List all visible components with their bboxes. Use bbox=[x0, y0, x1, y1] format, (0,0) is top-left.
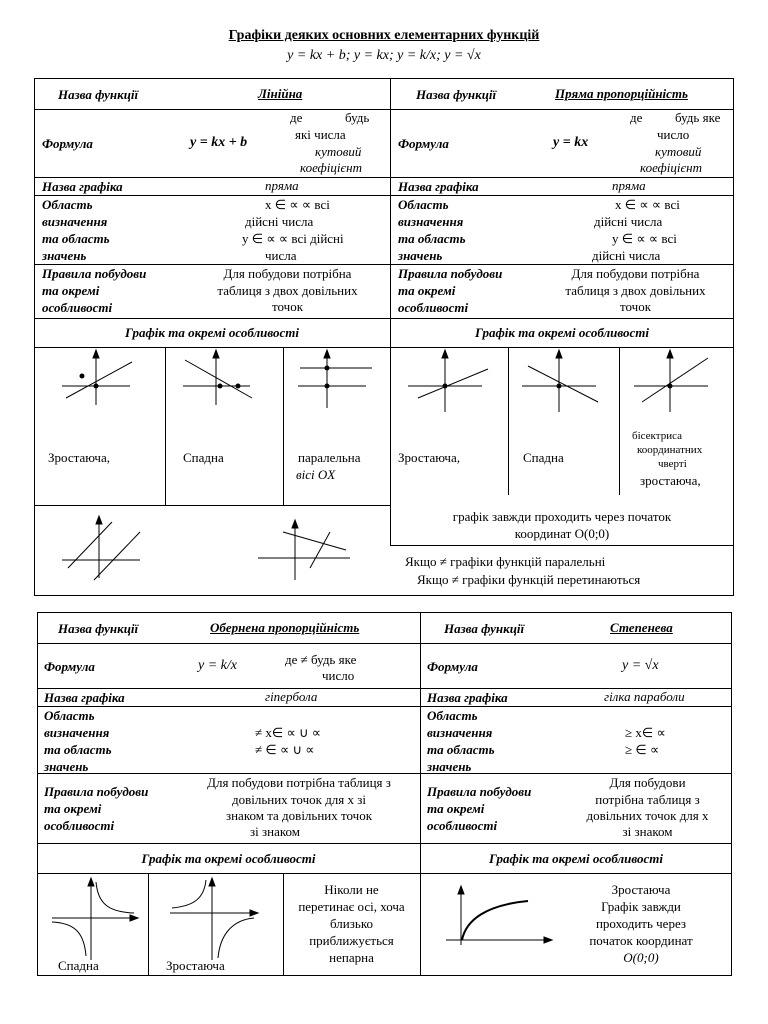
linear-rules-val-2: таблиця з двох довільних bbox=[217, 283, 358, 298]
direct-graphname-label: Назва графіка bbox=[398, 179, 479, 194]
inverse-note-2: число bbox=[322, 668, 355, 683]
direct-rules-1: Правила побудови bbox=[398, 266, 503, 281]
inverse-domain-val-1: ≠ x∈ ∝ ∪ ∝ bbox=[255, 725, 322, 740]
direct-rules-val-3: точок bbox=[619, 299, 652, 314]
linear-note-2: будь bbox=[345, 110, 370, 125]
inverse-case-decreasing: Спадна bbox=[58, 958, 99, 973]
direct-rules-val-2: таблиця з двох довільних bbox=[565, 283, 706, 298]
linear-case-decreasing: Спадна bbox=[183, 450, 224, 465]
power-rules-val-4: зі знаком bbox=[622, 824, 673, 839]
formula-list: y = kx + b; y = kx; y = k/x; y = √x bbox=[287, 48, 481, 63]
direct-domain-val-3: y ∈ ∝ ∝ всі bbox=[612, 231, 677, 246]
inverse-rules-val-4: зі знаком bbox=[250, 824, 300, 839]
inverse-case-increasing: Зростаюча bbox=[166, 958, 225, 973]
direct-name-label: Назва функції bbox=[416, 87, 497, 102]
power-note-1: Зростаюча bbox=[611, 882, 671, 897]
direct-rules-val-1: Для побудови потрібна bbox=[571, 266, 700, 281]
direct-note-1: де bbox=[630, 110, 643, 125]
power-rules-1: Правила побудови bbox=[427, 784, 532, 799]
linear-note-4: кутовий bbox=[315, 144, 362, 159]
direct-origin-2: координат O(0;0) bbox=[514, 526, 610, 541]
direct-domain-1: Область bbox=[398, 197, 449, 212]
direct-bisector-growth: зростаюча, bbox=[640, 473, 701, 488]
power-domain-3: та область bbox=[427, 742, 495, 757]
power-graphname-label: Назва графіка bbox=[427, 690, 508, 705]
inverse-name-label: Назва функції bbox=[58, 621, 139, 636]
direct-bisector-2: координатних bbox=[637, 444, 703, 456]
linear-rules-val-1: Для побудови потрібна bbox=[223, 266, 352, 281]
direct-bisector-1: бісектриса bbox=[632, 430, 682, 442]
power-domain-2: визначення bbox=[427, 725, 493, 740]
inverse-name-value: Обернена пропорційність bbox=[210, 620, 360, 635]
inverse-rules-1: Правила побудови bbox=[44, 784, 149, 799]
inverse-formula: y = k/x bbox=[198, 658, 237, 673]
direct-rules-3: особливості bbox=[398, 300, 469, 315]
direct-bisector-3: чверті bbox=[658, 458, 687, 470]
direct-formula: y = kx bbox=[553, 135, 589, 150]
inverse-rules-2: та окремі bbox=[44, 801, 102, 816]
linear-case-parallel-1: паралельна bbox=[298, 450, 361, 465]
direct-graph-section: Графік та окремі особливості bbox=[474, 325, 650, 340]
power-formula: y = √x bbox=[622, 658, 659, 673]
linear-formula-label: Формула bbox=[42, 136, 93, 151]
direct-origin-1: графік завжди проходить через початок bbox=[452, 509, 672, 524]
inverse-note-c: близько bbox=[330, 916, 373, 931]
linear-rules-1: Правила побудови bbox=[42, 266, 147, 281]
power-rules-2: та окремі bbox=[427, 801, 485, 816]
power-graphname: гілка параболи bbox=[604, 689, 685, 704]
linear-graphname-label: Назва графіка bbox=[42, 179, 123, 194]
linear-name-value: Лінійна bbox=[258, 86, 303, 101]
inverse-rules-val-1: Для побудови потрібна таблиця з bbox=[207, 775, 391, 790]
direct-domain-3: та область bbox=[398, 231, 466, 246]
inverse-graphname-label: Назва графіка bbox=[44, 690, 125, 705]
linear-rules-3: особливості bbox=[42, 300, 113, 315]
direct-case-increasing: Зростаюча, bbox=[398, 450, 460, 465]
linear-domain-3: та область bbox=[42, 231, 110, 246]
direct-domain-val-2: дійсні числа bbox=[594, 214, 663, 229]
inverse-formula-label: Формула bbox=[44, 659, 95, 674]
linear-note-1: де bbox=[290, 110, 303, 125]
linear-graphname: пряма bbox=[265, 178, 299, 193]
parallel-note-1: Якщо ≠ графіки функцій паралельні bbox=[405, 554, 606, 569]
power-rules-val-1: Для побудови bbox=[609, 775, 686, 790]
inverse-domain-2: визначення bbox=[44, 725, 110, 740]
inverse-rules-val-2: довільних точок для x зі bbox=[231, 792, 367, 807]
linear-note-5: коефіцієнт bbox=[300, 160, 362, 175]
inverse-note-d: приближується bbox=[309, 933, 394, 948]
power-rules-val-2: потрібна таблиця з bbox=[595, 792, 700, 807]
power-name-value: Степенева bbox=[610, 620, 673, 635]
linear-domain-2: визначення bbox=[42, 214, 108, 229]
power-rules-3: особливості bbox=[427, 818, 498, 833]
inverse-graph-section: Графік та окремі особливості bbox=[141, 851, 316, 866]
direct-graphname: пряма bbox=[612, 178, 646, 193]
direct-case-decreasing: Спадна bbox=[523, 450, 564, 465]
direct-domain-val-4: дійсні числа bbox=[592, 248, 661, 263]
linear-name-label: Назва функції bbox=[58, 87, 139, 102]
inverse-note-b: перетинає осі, хоча bbox=[298, 899, 405, 914]
direct-note-4: кутовий bbox=[655, 144, 702, 159]
direct-rules-2: та окремі bbox=[398, 283, 456, 298]
linear-case-increasing: Зростаюча, bbox=[48, 450, 110, 465]
power-domain-val-1: ≥ x∈ ∝ bbox=[625, 725, 666, 740]
linear-domain-val-2: дійсні числа bbox=[245, 214, 314, 229]
direct-note-5: коефіцієнт bbox=[640, 160, 702, 175]
power-name-label: Назва функції bbox=[444, 621, 525, 636]
power-domain-val-2: ≥ ∈ ∝ bbox=[625, 742, 660, 757]
power-note-3: проходить через bbox=[595, 916, 687, 931]
linear-domain-val-1: x ∈ ∝ ∝ всі bbox=[265, 197, 330, 212]
direct-note-2: будь яке bbox=[675, 110, 721, 125]
direct-name-value: Пряма пропорційність bbox=[555, 86, 688, 101]
inverse-domain-1: Область bbox=[44, 708, 95, 723]
inverse-note-a: Ніколи не bbox=[324, 882, 379, 897]
direct-note-3: число bbox=[657, 127, 690, 142]
linear-formula: y = kx + b bbox=[190, 135, 248, 150]
power-formula-label: Формула bbox=[427, 659, 478, 674]
linear-domain-val-4: числа bbox=[265, 248, 297, 263]
page-title: Графіки деяких основних елементарних функцій bbox=[228, 28, 540, 43]
linear-domain-val-3: y ∈ ∝ ∝ всі дійсні bbox=[242, 231, 344, 246]
direct-domain-2: визначення bbox=[398, 214, 464, 229]
direct-formula-label: Формула bbox=[398, 136, 449, 151]
inverse-graphname: гіпербола bbox=[265, 689, 318, 704]
power-note-4: початок координат bbox=[589, 933, 693, 948]
linear-rules-val-3: точок bbox=[271, 299, 304, 314]
power-domain-4: значень bbox=[427, 759, 472, 774]
inverse-rules-val-3: знаком та довільних точок bbox=[225, 808, 373, 823]
inverse-note-1: де ≠ будь яке bbox=[285, 652, 357, 667]
inverse-note-e: непарна bbox=[329, 950, 374, 965]
parallel-note-2: Якщо ≠ графіки функцій перетинаються bbox=[417, 572, 641, 587]
inverse-domain-3: та область bbox=[44, 742, 112, 757]
linear-domain-4: значень bbox=[42, 248, 87, 263]
linear-case-parallel-2: вісі OX bbox=[296, 467, 336, 482]
linear-rules-2: та окремі bbox=[42, 283, 100, 298]
power-note-5: O(0;0) bbox=[623, 950, 659, 965]
inverse-domain-4: значень bbox=[44, 759, 89, 774]
linear-note-3: які числа bbox=[295, 127, 346, 142]
linear-domain-1: Область bbox=[42, 197, 93, 212]
direct-domain-val-1: x ∈ ∝ ∝ всі bbox=[615, 197, 680, 212]
power-graph-section: Графік та окремі особливості bbox=[488, 851, 664, 866]
inverse-rules-3: особливості bbox=[44, 818, 115, 833]
power-domain-1: Область bbox=[427, 708, 478, 723]
direct-domain-4: значень bbox=[398, 248, 443, 263]
inverse-domain-val-2: ≠ ∈ ∝ ∪ ∝ bbox=[255, 742, 315, 757]
power-rules-val-3: довільних точок для x bbox=[586, 808, 709, 823]
power-note-2: Графік завжди bbox=[601, 899, 681, 914]
linear-graph-section: Графік та окремі особливості bbox=[124, 325, 300, 340]
